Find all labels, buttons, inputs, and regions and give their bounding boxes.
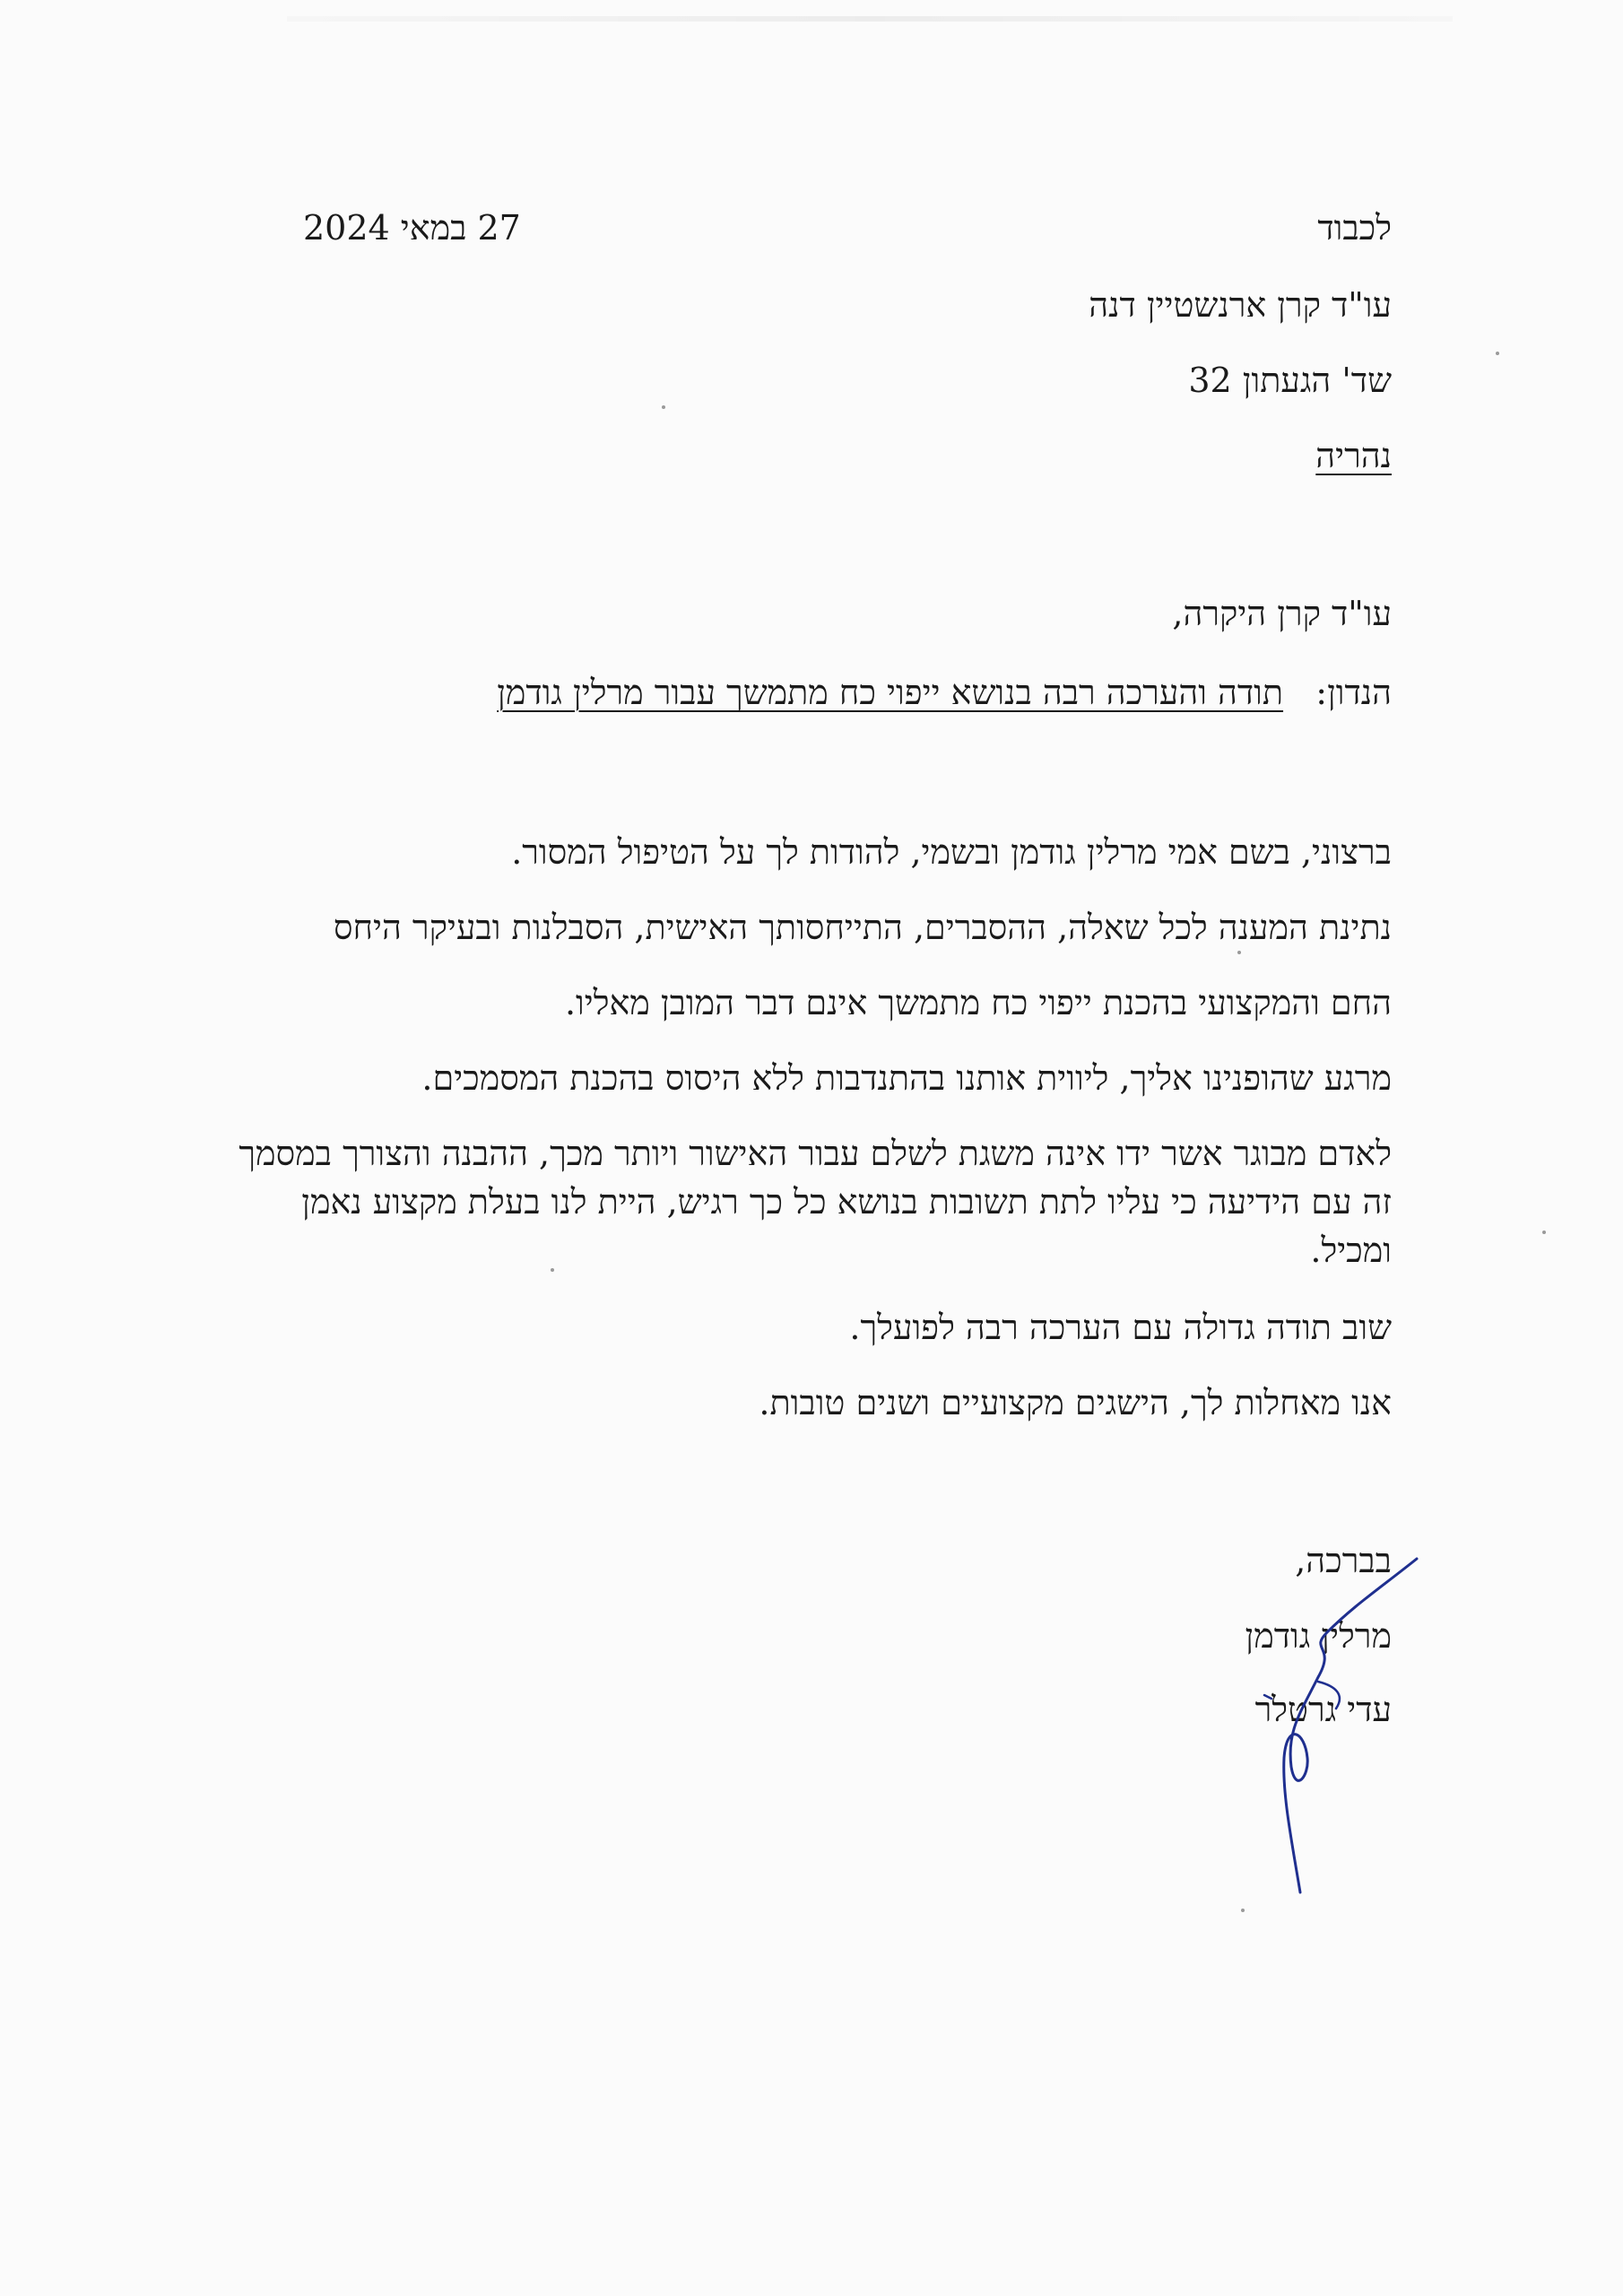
body-line: ומכיל.: [1310, 1231, 1392, 1270]
subject-text: תודה והערכה רבה בנושא ייפוי כח מתמשך עבור מרלין גודמן: [497, 673, 1284, 712]
letter-date: 27 במאי 2024: [303, 208, 521, 248]
body-line: החם והמקצועי בהכנת ייפוי כח מתמשך אינם דבר המובן מאליו.: [564, 983, 1392, 1022]
recipient-greeting: לכבוד: [1317, 208, 1392, 248]
scan-speck: [1241, 1909, 1245, 1912]
body-line: זה עם הידיעה כי עליו לתת תשובות בנושא כל כך רגיש, היית לנו בעלת מקצוע נאמן: [301, 1182, 1392, 1222]
recipient-name: עו"ד קרן ארנשטיין דנה: [1089, 285, 1392, 325]
body-line: לאדם מבוגר אשר ידו אינה משגת לשלם עבור האישור ויותר מכך, ההבנה והצורך במסמך: [239, 1134, 1392, 1173]
recipient-city: נהריה: [1315, 436, 1392, 475]
handwritten-signature: [1202, 1552, 1435, 1910]
salutation: עו"ד קרן היקרה,: [1172, 594, 1392, 633]
signatory-name: מרלין גודמן: [1245, 1616, 1392, 1656]
subject-line: [497, 671, 1392, 714]
body-line: מרגע שהופנינו אליך, ליווית אותנו בהתנדבות ללא היסוס בהכנת המסמכים.: [421, 1058, 1392, 1098]
scan-speck: [551, 1268, 554, 1272]
scan-speck: [662, 405, 665, 409]
scan-speck: [1542, 1231, 1546, 1234]
signatory-name: עדי גרטלר: [1254, 1690, 1392, 1729]
closing: בברכה,: [1295, 1541, 1392, 1580]
scan-artifact: [287, 16, 1453, 22]
body-line: נתינת המענה לכל שאלה, ההסברים, התייחסותך האישית, הסבלנות ובעיקר היחס: [333, 908, 1392, 947]
scan-speck: [1496, 352, 1499, 355]
recipient-street: שד' הגעתון 32: [1188, 361, 1392, 400]
body-line: שוב תודה גדולה עם הערכה רבה לפועלך.: [849, 1308, 1392, 1347]
scan-speck: [1237, 951, 1241, 954]
body-line: אנו מאחלות לך, הישגים מקצועיים ושנים טובות.: [759, 1383, 1392, 1422]
body-line: ברצוני, בשם אמי מרלין גודמן ובשמי, להודות לך על הטיפול המסור.: [511, 832, 1392, 872]
subject-label: הנדון:: [1315, 673, 1392, 712]
